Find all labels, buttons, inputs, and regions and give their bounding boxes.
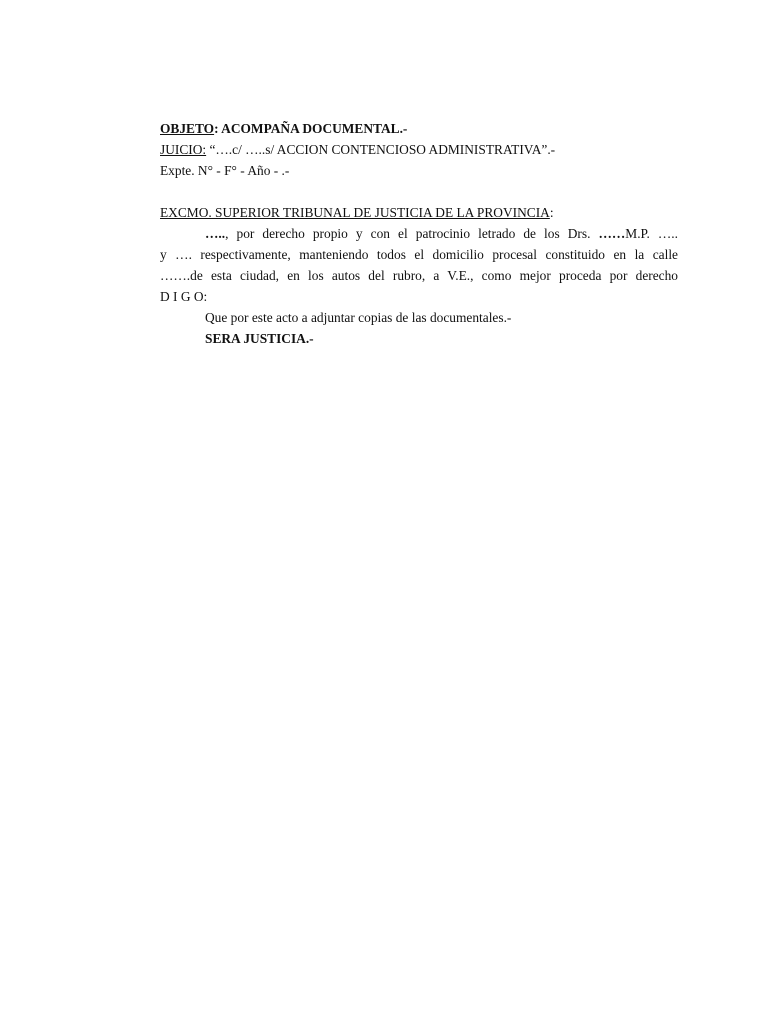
lawyer-name-placeholder: …… [598, 226, 626, 241]
addressee-label: EXCMO. SUPERIOR TRIBUNAL DE JUSTICIA DE LA PROVINCIA [160, 205, 550, 220]
body-line-1-end: M.P. ….. [625, 226, 678, 241]
objeto-label: OBJETO [160, 121, 215, 136]
body-line-1-text: , por derecho propio y con el patrocinio letrado de los Drs. [225, 226, 599, 241]
body-line-5: Que por este acto a adjuntar copias de las documentales.- [205, 310, 512, 325]
body-line-1 [205, 226, 678, 242]
objeto-line [160, 121, 407, 137]
juicio-label: JUICIO: [160, 142, 207, 157]
objeto-separator: : [214, 121, 222, 136]
body-line-2: y …. respectivamente, manteniendo todos el domicilio procesal constituido en la calle [160, 247, 678, 262]
juicio-value: “….c/ …..s/ ACCION CONTENCIOSO ADMINISTRATIVA”.- [206, 142, 556, 157]
party-name-placeholder: ….. [205, 226, 226, 241]
objeto-value: ACOMPAÑA DOCUMENTAL.- [221, 121, 408, 136]
expte-line: Expte. N° - F° - Año - .- [160, 163, 290, 178]
addressee-line [160, 205, 554, 221]
closing-line: SERA JUSTICIA.- [205, 331, 314, 346]
juicio-line [160, 142, 555, 158]
body-line-3: …….de esta ciudad, en los autos del rubro, a V.E., como mejor proceda por derecho [160, 268, 678, 283]
addressee-separator: : [549, 205, 554, 220]
body-line-4-digo: D I G O: [160, 289, 208, 304]
